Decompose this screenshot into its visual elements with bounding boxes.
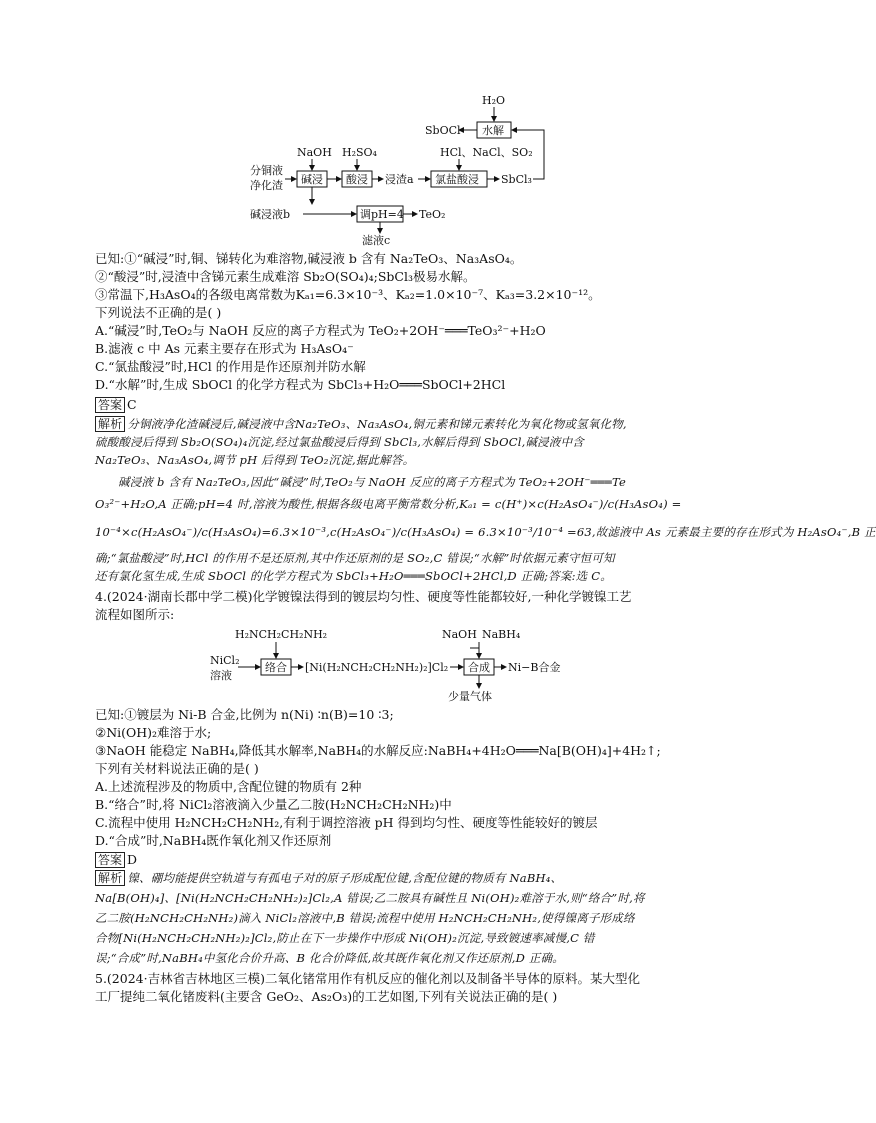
product-label: Ni−B合金 (508, 661, 561, 674)
q3-explanation-2: 硫酸酸浸后得到 Sb₂O(SO₄)₄沉淀,经过氯盐酸浸后得到 SbCl₃,水解后得到 SbOCl,碱浸液中含 (95, 435, 584, 449)
q4-option-c: C.流程中使用 H₂NCH₂CH₂NH₂,有利于调控溶液 pH 得到均匀性、硬度等性能较好的镀层 (95, 815, 598, 830)
q4-known-2: ②Ni(OH)₂难溶于水; (95, 725, 212, 740)
q4-explanation-3: 乙二胺(H₂NCH₂CH₂NH₂)滴入 NiCl₂溶液中,B 错误;流程中使用 H₂NCH₂CH₂NH₂,使得镍离子形成络 (95, 911, 635, 925)
gas-label: 少量气体 (448, 690, 492, 703)
ligand-label: H₂NCH₂CH₂NH₂ (235, 628, 328, 641)
complex-label: [Ni(H₂NCH₂CH₂NH₂)₂]Cl₂ (305, 661, 449, 674)
q3-option-b: B.滤液 c 中 As 元素主要存在形式为 H₃AsO₄⁻ (95, 341, 354, 356)
q4-known-3: ③NaOH 能稳定 NaBH₄,降低其水解率,NaBH₄的水解反应:NaBH₄+4H₂O═══Na[B(OH)₄]+4H₂↑; (95, 743, 661, 758)
q4-explanation-4: 合物[Ni(H₂NCH₂CH₂NH₂)₂]Cl₂,防止在下一步操作中形成 Ni(OH)₂沉淀,导致镀速率减慢,C 错 (95, 931, 595, 945)
q3-option-c: C.“氯盐酸浸”时,HCl 的作用是作还原剂并防水解 (95, 359, 366, 374)
q3-answer: C (127, 397, 137, 412)
q4-option-a: A.上述流程涉及的物质中,含配位键的物质有 2种 (95, 779, 362, 794)
flowchart-antimony-process (235, 90, 575, 250)
q3-explanation-6: 10⁻⁴×c(H₂AsO₄⁻)/c(H₃AsO₄)=6.3×10⁻³,c(H₂AsO₄⁻)/c(H₃AsO₄) = 6.3×10⁻³/10⁻⁴ =63,故滤液中 As 元素最主要的存在形式为 H₂AsO₄⁻,B 正 (95, 525, 876, 539)
h2so4-label: H₂SO₄ (342, 146, 377, 159)
h2o-label: H₂O (482, 94, 506, 107)
q3-option-a: A.“碱浸”时,TeO₂与 NaOH 反应的离子方程式为 TeO₂+2OH⁻═══TeO₃²⁻+H₂O (95, 323, 546, 338)
q3-explanation-3: Na₂TeO₃、Na₃AsO₄,调节 pH 后得到 TeO₂沉淀,据此解答。 (95, 453, 415, 467)
solution-label: 溶液 (210, 669, 232, 682)
q4-explanation-5: 误;“合成”时,NaBH₄中氢化合价升高、B 化合价降低,故其既作氧化剂又作还原剂,D 正确。 (95, 951, 564, 965)
answer-tag: 答案 (95, 397, 125, 413)
q3-option-d: D.“水解”时,生成 SbOCl 的化学方程式为 SbCl₃+H₂O═══SbOCl+2HCl (95, 377, 506, 392)
explanation-tag: 解析 (95, 870, 125, 886)
sbocl-label: SbOCl (425, 124, 461, 137)
residue-a-label: 浸渣a (385, 173, 414, 186)
q3-known-1: 已知:①“碱浸”时,铜、锑转化为难溶物,碱浸液 b 含有 Na₂TeO₃、Na₃AsO₄。 (95, 251, 523, 266)
hydrolysis-label: 水解 (482, 124, 504, 137)
explanation-tag: 解析 (95, 416, 125, 432)
reagents-label: HCl、NaCl、SO₂ (440, 146, 533, 159)
naoh-label: NaOH (297, 146, 332, 159)
q5-line-2: 工厂提纯二氧化锗废料(主要含 GeO₂、As₂O₃)的工艺如图,下列有关说法正确的是( ) (95, 989, 558, 1004)
answer-tag: 答案 (95, 852, 125, 868)
q3-explanation-5: O₃²⁻+H₂O,A 正确;pH=4 时,溶液为酸性,根据各级电离平衡常数分析,Kₐ₁ = c(H⁺)×c(H₂AsO₄⁻)/c(H₃AsO₄) = (95, 497, 682, 511)
q4-title-1: 4.(2024·湖南长郡中学二模)化学镀镍法得到的镀层均匀性、硬度等性能都较好,一种化学镀镍工艺 (95, 589, 632, 604)
q4-answer: D (127, 852, 138, 867)
q3-explanation-4: 碱浸液 b 含有 Na₂TeO₃,因此“碱浸”时,TeO₂与 NaOH 反应的离子方程式为 TeO₂+2OH⁻═══Te (118, 475, 626, 489)
q4-explanation-2: Na[B(OH)₄]、[Ni(H₂NCH₂CH₂NH₂)₂]Cl₂,A 错误;乙二胺具有碱性且 Ni(OH)₂难溶于水,则“络合”时,将 (95, 891, 645, 905)
q3-known-3: ③常温下,H₃AsO₄的各级电离常数为Kₐ₁=6.3×10⁻³、Kₐ₂=1.0×10⁻⁷、Kₐ₃=3.2×10⁻¹²。 (95, 287, 601, 302)
q4-explanation-row (95, 870, 725, 887)
alkali-leach-label: 碱浸 (301, 173, 323, 186)
q4-option-d: D.“合成”时,NaBH₄既作氧化剂又作还原剂 (95, 833, 332, 848)
q3-stem: 下列说法不正确的是( ) (95, 305, 222, 320)
complexation-label: 络合 (265, 661, 287, 674)
liquor-b-label: 碱浸液b (250, 208, 291, 221)
q5-line-1: 5.(2024·吉林省吉林地区三模)二氧化锗常用作有机反应的催化剂以及制备半导体的原料。某大型化 (95, 971, 640, 986)
q4-option-b: B.“络合”时,将 NiCl₂溶液滴入少量乙二胺(H₂NCH₂CH₂NH₂)中 (95, 797, 452, 812)
acid-leach-label: 酸浸 (346, 173, 368, 186)
teo2-label: TeO₂ (419, 208, 446, 221)
nicl2-label: NiCl₂ (210, 654, 240, 667)
q4-answer-row (95, 851, 725, 868)
q3-known-2: ②“酸浸”时,浸渣中含锑元素生成难溶 Sb₂O(SO₄)₄;SbCl₃极易水解。 (95, 269, 476, 284)
q3-explanation-1: 分铜液净化渣碱浸后,碱浸液中含Na₂TeO₃、Na₃AsO₄,铜元素和锑元素转化为氧化物或氢氧化物, (127, 417, 627, 431)
chloride-leach-label: 氯盐酸浸 (435, 173, 479, 186)
q3-explanation-8: 还有氯化氢生成,生成 SbOCl 的化学方程式为 SbCl₃+H₂O═══SbOCl+2HCl,D 正确;答案:选 C。 (95, 569, 612, 583)
naoh-label-2: NaOH (442, 628, 477, 641)
raw-material-label-2: 净化渣 (250, 179, 283, 192)
filtrate-c-label: 滤液c (362, 234, 391, 247)
nabh4-label: NaBH₄ (482, 628, 521, 641)
adjust-ph-label: 调pH=4 (360, 208, 404, 221)
flowchart-nickel-plating (210, 624, 580, 706)
q3-explanation-7: 确;“氯盐酸浸”时,HCl 的作用不是还原剂,其中作还原剂的是 SO₂,C 错误;“水解”时依据元素守恒可知 (95, 551, 615, 565)
q3-answer-row (95, 396, 725, 413)
q4-title-2: 流程如图所示: (95, 607, 175, 622)
sbcl3-label: SbCl₃ (501, 173, 532, 186)
q4-known-1: 已知:①镀层为 Ni-B 合金,比例为 n(Ni) ∶n(B)=10 ∶3; (95, 707, 394, 722)
q4-explanation-1: 镍、硼均能提供空轨道与有孤电子对的原子形成配位键,含配位键的物质有 NaBH₄、 (127, 871, 563, 885)
raw-material-label-1: 分铜液 (250, 164, 283, 177)
q4-stem: 下列有关材料说法正确的是( ) (95, 761, 259, 776)
q3-explanation-row (95, 416, 725, 433)
synthesis-label: 合成 (468, 661, 490, 674)
